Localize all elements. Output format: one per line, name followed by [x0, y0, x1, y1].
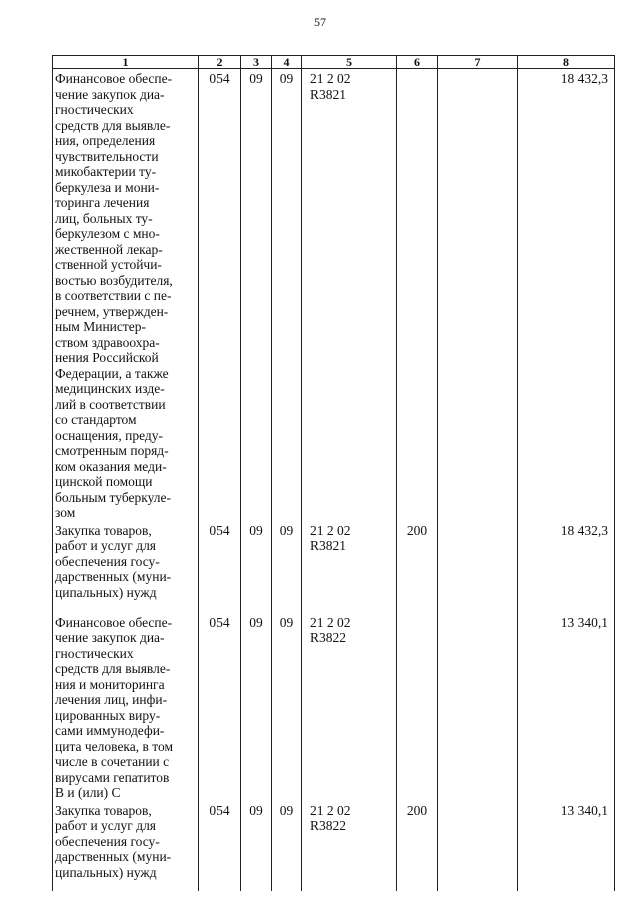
row-description-text: Финансовое обеспе- чение закупок диа- гностических средств для выявле- ния и мониторинга лечения лиц, инфи- цированных виру- сами иммунодефи- цита человека, в том числе в сочетании с вирусами гепатитов В и (или) С — [55, 614, 174, 800]
row-description — [53, 69, 199, 521]
table-row — [53, 613, 615, 801]
header-col-8: 8 — [518, 56, 615, 69]
row-code-text: 21 2 02 R3821 — [310, 522, 351, 553]
budget-table — [52, 55, 615, 891]
table-header-row — [53, 56, 615, 69]
row-col-6: 200 — [397, 801, 438, 891]
table-row — [53, 521, 615, 613]
row-col-2: 054 — [199, 521, 241, 613]
header-col-5: 5 — [302, 56, 397, 69]
header-col-2: 2 — [199, 56, 241, 69]
row-col-5 — [302, 801, 397, 891]
header-col-7: 7 — [438, 56, 518, 69]
row-col-5 — [302, 69, 397, 521]
header-col-4: 4 — [272, 56, 302, 69]
row-description — [53, 801, 199, 891]
row-col-7 — [438, 521, 518, 613]
header-col-6: 6 — [397, 56, 438, 69]
row-description-text: Финансовое обеспе- чение закупок диа- гностических средств для выявле- ния, определения чувствительности микобактерии ту- беркулеза и мони- торинга лечения лиц, больных ту- беркулезом с мно- жественной лекар- ственной устойчи- востью возбудителя, в соответствии с пе- речнем, утвержден- ным Министер- ством здравоохра- нения Российской Федерации, а также медицинских изде- лий в соответствии со стандартом оснащения, преду- смотренным поряд- ком оказания меди- цинской помощи больным туберкуле- зом — [55, 71, 173, 520]
row-description — [53, 613, 199, 801]
page-number: 57 — [314, 15, 326, 29]
header-col-1: 1 — [53, 56, 199, 69]
row-col-3: 09 — [241, 69, 272, 521]
row-col-8: 18 432,3 — [518, 69, 615, 521]
row-col-2: 054 — [199, 69, 241, 521]
row-col-4: 09 — [272, 801, 302, 891]
row-col-2: 054 — [199, 613, 241, 801]
row-col-6 — [397, 69, 438, 521]
row-col-5 — [302, 521, 397, 613]
row-col-3: 09 — [241, 801, 272, 891]
row-col-7 — [438, 69, 518, 521]
row-description-text: Закупка товаров, работ и услуг для обеспечения госу- дарственных (муни- ципальных) нужд — [55, 802, 172, 880]
row-code-text: 21 2 02 R3821 — [310, 71, 351, 102]
row-col-6: 200 — [397, 521, 438, 613]
row-col-7 — [438, 801, 518, 891]
row-col-2: 054 — [199, 801, 241, 891]
row-code-text: 21 2 02 R3822 — [310, 802, 351, 833]
row-col-8: 13 340,1 — [518, 801, 615, 891]
table-row — [53, 69, 615, 521]
row-col-4: 09 — [272, 69, 302, 521]
row-col-8: 13 340,1 — [518, 613, 615, 801]
table-row — [53, 801, 615, 891]
budget-table-container — [52, 55, 614, 880]
row-col-8: 18 432,3 — [518, 521, 615, 613]
row-col-3: 09 — [241, 613, 272, 801]
header-col-3: 3 — [241, 56, 272, 69]
row-code-text: 21 2 02 R3822 — [310, 614, 351, 645]
row-col-5 — [302, 613, 397, 801]
row-description-text: Закупка товаров, работ и услуг для обеспечения госу- дарственных (муни- ципальных) нужд — [55, 522, 172, 600]
row-col-3: 09 — [241, 521, 272, 613]
row-col-4: 09 — [272, 521, 302, 613]
row-description — [53, 521, 199, 613]
row-col-4: 09 — [272, 613, 302, 801]
row-col-7 — [438, 613, 518, 801]
row-col-6 — [397, 613, 438, 801]
